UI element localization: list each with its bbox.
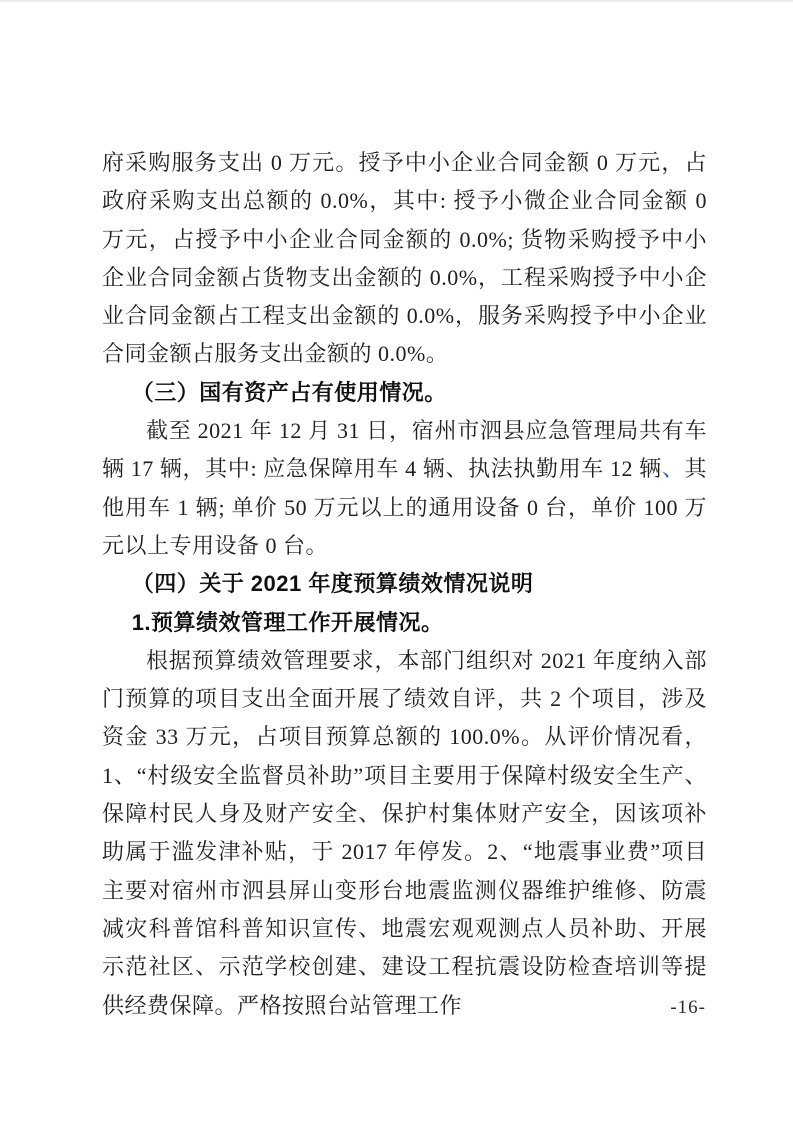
paragraph-procurement-continuation: 府采购服务支出 0 万元。授予中小企业合同金额 0 万元，占政府采购支出总额的 0.0%，其中: 授予小微企业合同金额 0 万元，占授予中小企业合同金额的 0.0%; 货物采购授予中小企业合同金额占货物支出金额的 0.0%，工程采购授予中小企业合同金额占工程支出金额的 0.0%，服务采购授予中小企业合同金额占服务支出金额的 0.0%。 [102, 150, 707, 367]
vehicles-text-after-blue-mark: 其他用车 1 辆; 单价 50 万元以上的通用设备 0 台，单价 100 万元以上专用设备 0 台。 [102, 456, 707, 558]
heading-section-4-budget-performance: （四）关于 2021 年度预算绩效情况说明 [131, 571, 534, 597]
blue-enumeration-comma: 、 [661, 456, 685, 482]
paragraph-performance-self-evaluation: 根据预算绩效管理要求，本部门组织对 2021 年度纳入部门预算的项目支出全面开展了绩效自评，共 2 个项目，涉及资金 33 万元，占项目预算总额的 100.0%。从评价情况看，1、“村级安全监督员补助”项目主要用于保障村级安全生产、保障村民人身及财产安全、保护村集体财产安全，因该项补助属于滥发津补贴，于 2017 年停发。2、“地震事业费”项目主要对宿州市泗县屏山变形台地震监测仪器维护维修、防震减灾科普馆科普知识宣传、地震宏观观测点人员补助、开展示范社区、示范学校创建、建设工程抗震设防检查培训等提供经费保障。严格按照台站管理工作 [102, 647, 707, 1018]
paragraph-vehicles-equipment [102, 412, 707, 565]
page-number: -16- [670, 997, 706, 1018]
scan-edge-line [0, 0, 793, 2]
document-text-block [102, 144, 707, 1025]
heading-subsection-1-performance-management: 1.预算绩效管理工作开展情况。 [131, 609, 444, 635]
vehicles-text-before-blue-mark: 截至 2021 年 12 月 31 日，宿州市泗县应急管理局共有车辆 17 辆，其中: 应急保障用车 4 辆、执法执勤用车 12 辆 [102, 418, 707, 482]
heading-section-3-state-assets: （三）国有资产占有使用情况。 [131, 379, 447, 405]
